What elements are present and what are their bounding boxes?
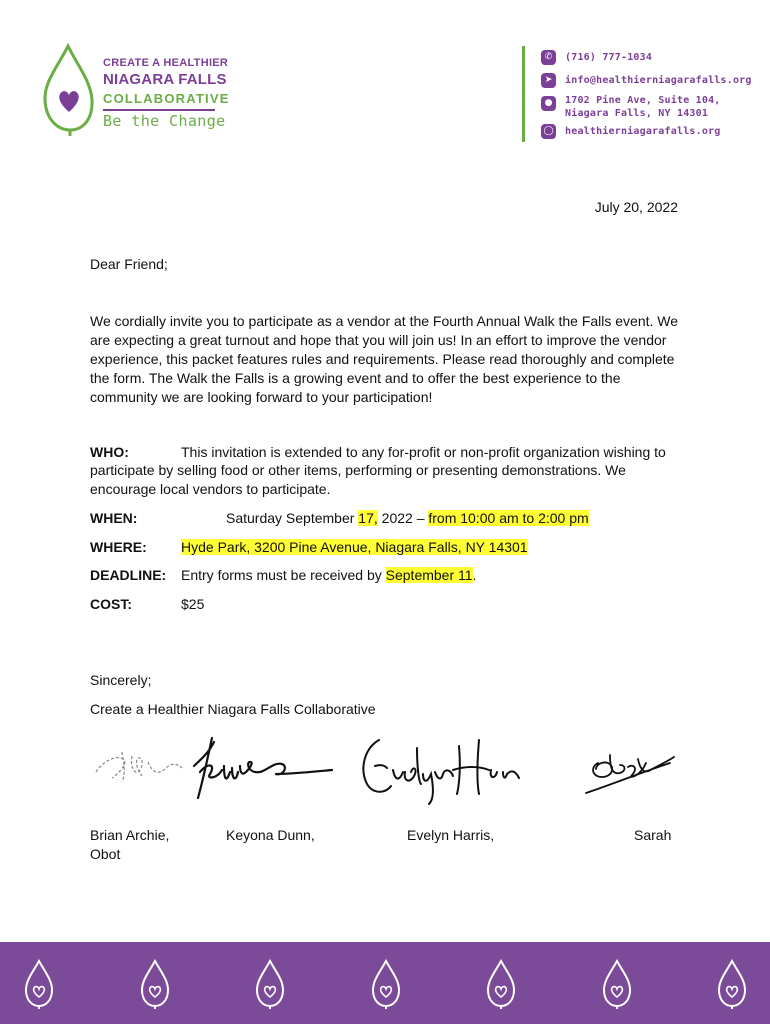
organization-name: Create a Healthier Niagara Falls Collaborative <box>90 701 376 717</box>
globe-icon: ◯ <box>541 124 556 139</box>
who-label: WHO: <box>90 444 129 460</box>
signature-keyona-dunn <box>180 732 340 804</box>
signer-name: Brian Archie, <box>90 827 170 843</box>
salutation: Dear Friend; <box>90 256 168 272</box>
logo-divider <box>103 109 215 111</box>
contact-address-line1: 1702 Pine Ave, Suite 104, <box>565 95 721 106</box>
deadline-label: DEADLINE: <box>90 567 167 583</box>
heart-drop-icon <box>253 958 287 1010</box>
who-line: This invitation is extended to any for-profit or non-profit organization wishing to <box>181 444 666 460</box>
intro-line: the form. The Walk the Falls is a growing event and to offer the best experience to the <box>90 370 621 386</box>
when-text: 2022 – <box>377 510 429 526</box>
whatsapp-icon: ✆ <box>541 50 556 65</box>
signature-evelyn-harris <box>355 728 535 808</box>
heart-drop-icon <box>138 958 172 1010</box>
when-text: Saturday September <box>226 510 359 526</box>
signer-name: Keyona Dunn, <box>226 827 315 843</box>
heart-drop-icon <box>22 958 56 1010</box>
signature-sarah-obot <box>580 745 680 800</box>
contact-phone: (716) 777-1034 <box>565 52 653 63</box>
signature-brian-archie <box>92 742 184 786</box>
intro-line: are expecting a great turnout and hope that you will join us! In an effort to improve the vendor <box>90 332 667 348</box>
when-label: WHEN: <box>90 510 138 526</box>
when-time-highlight: from 10:00 am to 2:00 pm <box>428 510 589 526</box>
contact-website: healthierniagarafalls.org <box>565 126 721 137</box>
deadline-highlight: September 11 <box>385 567 473 583</box>
send-icon: ➤ <box>541 73 556 88</box>
signer-name-continued: Obot <box>90 846 121 862</box>
heart-drop-icon <box>484 958 518 1010</box>
location-pin-icon: ● <box>541 96 556 111</box>
contact-divider <box>522 46 525 142</box>
letter-date: July 20, 2022 <box>594 199 678 215</box>
where-highlight: Hyde Park, 3200 Pine Avenue, Niagara Falls, NY 14301 <box>181 539 528 555</box>
footer-band <box>0 942 770 1024</box>
closing: Sincerely; <box>90 672 152 688</box>
logo-text-line3: COLLABORATIVE <box>103 91 230 106</box>
intro-line: experience, this packet features rules and requirements. Please read thoroughly and complete <box>90 351 675 367</box>
deadline-text: . <box>472 567 477 583</box>
heart-drop-icon <box>369 958 403 1010</box>
when-value <box>226 509 589 528</box>
intro-paragraph <box>90 312 678 407</box>
contact-address-line2: Niagara Falls, NY 14301 <box>565 108 709 119</box>
heart-drop-logo-icon <box>40 42 98 138</box>
logo-text-line2: NIAGARA FALLS <box>103 71 227 88</box>
signer-name: Sarah <box>634 827 672 843</box>
cost-label: COST: <box>90 596 132 612</box>
logo-tagline: Be the Change <box>103 112 226 130</box>
logo-text-line1: CREATE A HEALTHIER <box>103 57 229 69</box>
contact-email: info@healthierniagarafalls.org <box>565 75 752 86</box>
signer-name: Evelyn Harris, <box>407 827 495 843</box>
cost-value: $25 <box>181 596 205 612</box>
intro-line: We cordially invite you to participate as a vendor at the Fourth Annual Walk the Falls event. We <box>90 313 679 329</box>
heart-drop-icon <box>715 958 749 1010</box>
who-line: encourage local vendors to participate. <box>90 481 331 497</box>
where-value <box>181 538 528 557</box>
deadline-text: Entry forms must be received by <box>181 567 386 583</box>
who-line: participate by selling food or other items, performing or presenting demonstrations. We <box>90 462 626 478</box>
intro-line: community we are looking forward to your participation! <box>90 389 433 405</box>
heart-drop-icon <box>600 958 634 1010</box>
where-label: WHERE: <box>90 539 147 555</box>
deadline-value <box>181 566 476 585</box>
when-day-highlight: 17, <box>358 510 378 526</box>
